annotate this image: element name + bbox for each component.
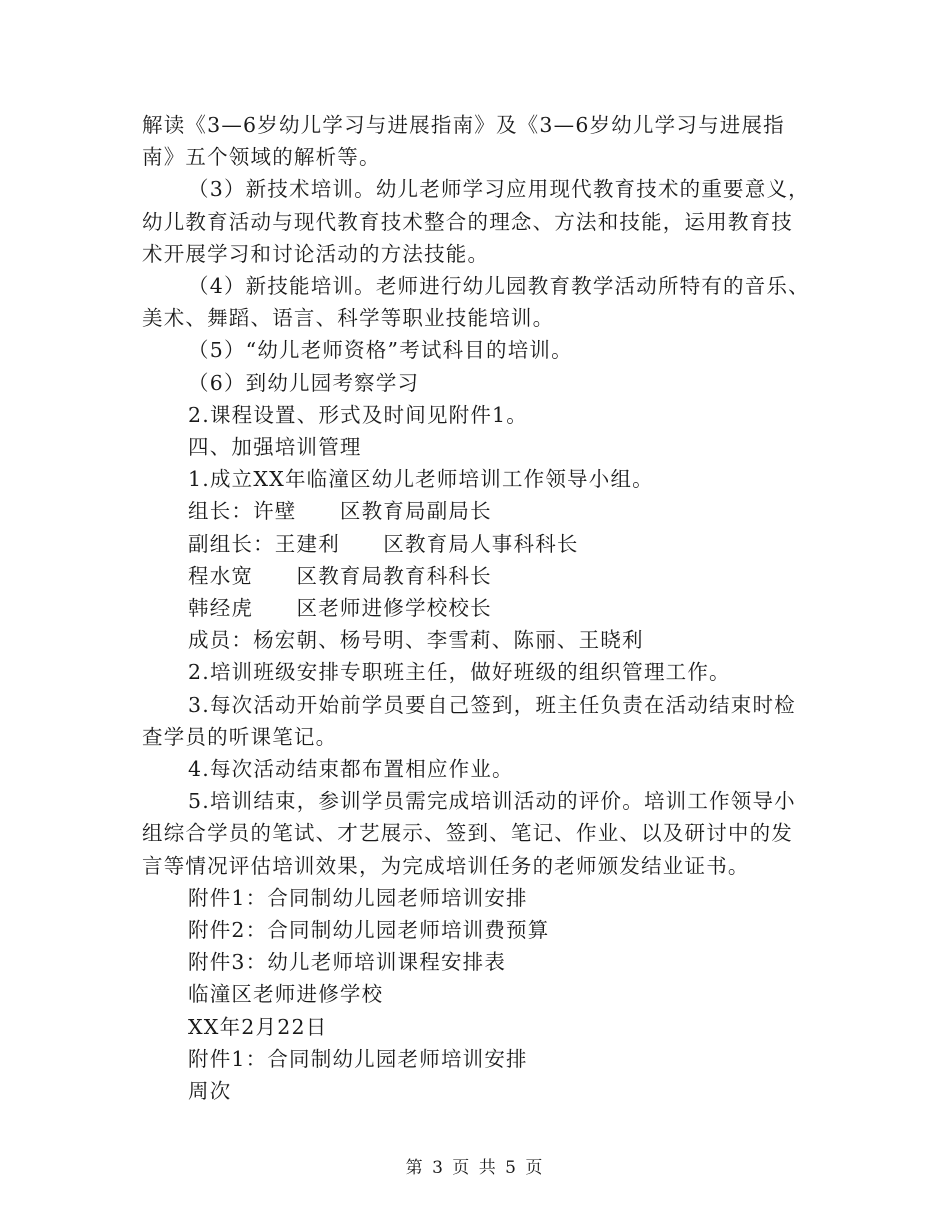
document-body [142, 109, 810, 1107]
paragraph: 成员：杨宏朝、杨号明、李雪莉、陈丽、王晓利 [188, 628, 644, 653]
paragraph: 附件1：合同制幼儿园老师培训安排 [188, 885, 528, 910]
paragraph: （4）新技能培训。老师进行幼儿园教育教学活动所特有的音乐、美术、舞蹈、语言、科学等职业技能培训。 [142, 274, 810, 331]
paragraph: 韩经虎 区老师进修学校校长 [188, 596, 492, 621]
page-footer: 第 3 页 共 5 页 [405, 1158, 545, 1178]
paragraph: 5.培训结束，参训学员需完成培训活动的评价。培训工作领导小组综合学员的笔试、才艺展示、签到、笔记、作业、以及研讨中的发言等情况评估培训效果，为完成培训任务的老师颁发结业证书。 [142, 789, 796, 878]
paragraph: 附件1：合同制幼儿园老师培训安排 [188, 1046, 528, 1071]
paragraph: 2.课程设置、形式及时间见附件1。 [188, 402, 529, 427]
paragraph: 程水宽 区教育局教育科科长 [188, 563, 492, 588]
paragraph: XX年2月22日 [188, 1014, 328, 1039]
paragraph: 1.成立XX年临潼区幼儿老师培训工作领导小组。 [188, 467, 654, 492]
paragraph: （5）“幼儿老师资格”考试科目的培训。 [188, 338, 573, 363]
paragraph: 副组长：王建利 区教育局人事科科长 [188, 531, 579, 556]
paragraph: （3）新技术培训。幼儿老师学习应用现代教育技术的重要意义，幼儿教育活动与现代教育技术整合的理念、方法和技能，运用教育技术开展学习和讨论活动的方法技能。 [142, 177, 810, 266]
paragraph: 3.每次活动开始前学员要自己签到，班主任负责在活动结束时检查学员的听课笔记。 [142, 692, 796, 749]
paragraph: 临潼区老师进修学校 [188, 982, 384, 1007]
paragraph: 2.培训班级安排专职班主任，做好班级的组织管理工作。 [188, 660, 731, 685]
paragraph: 解读《3—6岁幼儿学习与进展指南》及《3—6岁幼儿学习与进展指南》五个领域的解析等。 [142, 113, 785, 170]
paragraph: 附件2：合同制幼儿园老师培训费预算 [188, 918, 550, 943]
paragraph: 4.每次活动结束都布置相应作业。 [188, 757, 514, 782]
paragraph: 组长：许壁 区教育局副局长 [188, 499, 492, 524]
paragraph: （6）到幼儿园考察学习 [188, 370, 420, 395]
paragraph: 周次 [188, 1079, 232, 1104]
paragraph: 四、加强培训管理 [188, 435, 362, 460]
paragraph: 附件3：幼儿老师培训课程安排表 [188, 950, 507, 975]
